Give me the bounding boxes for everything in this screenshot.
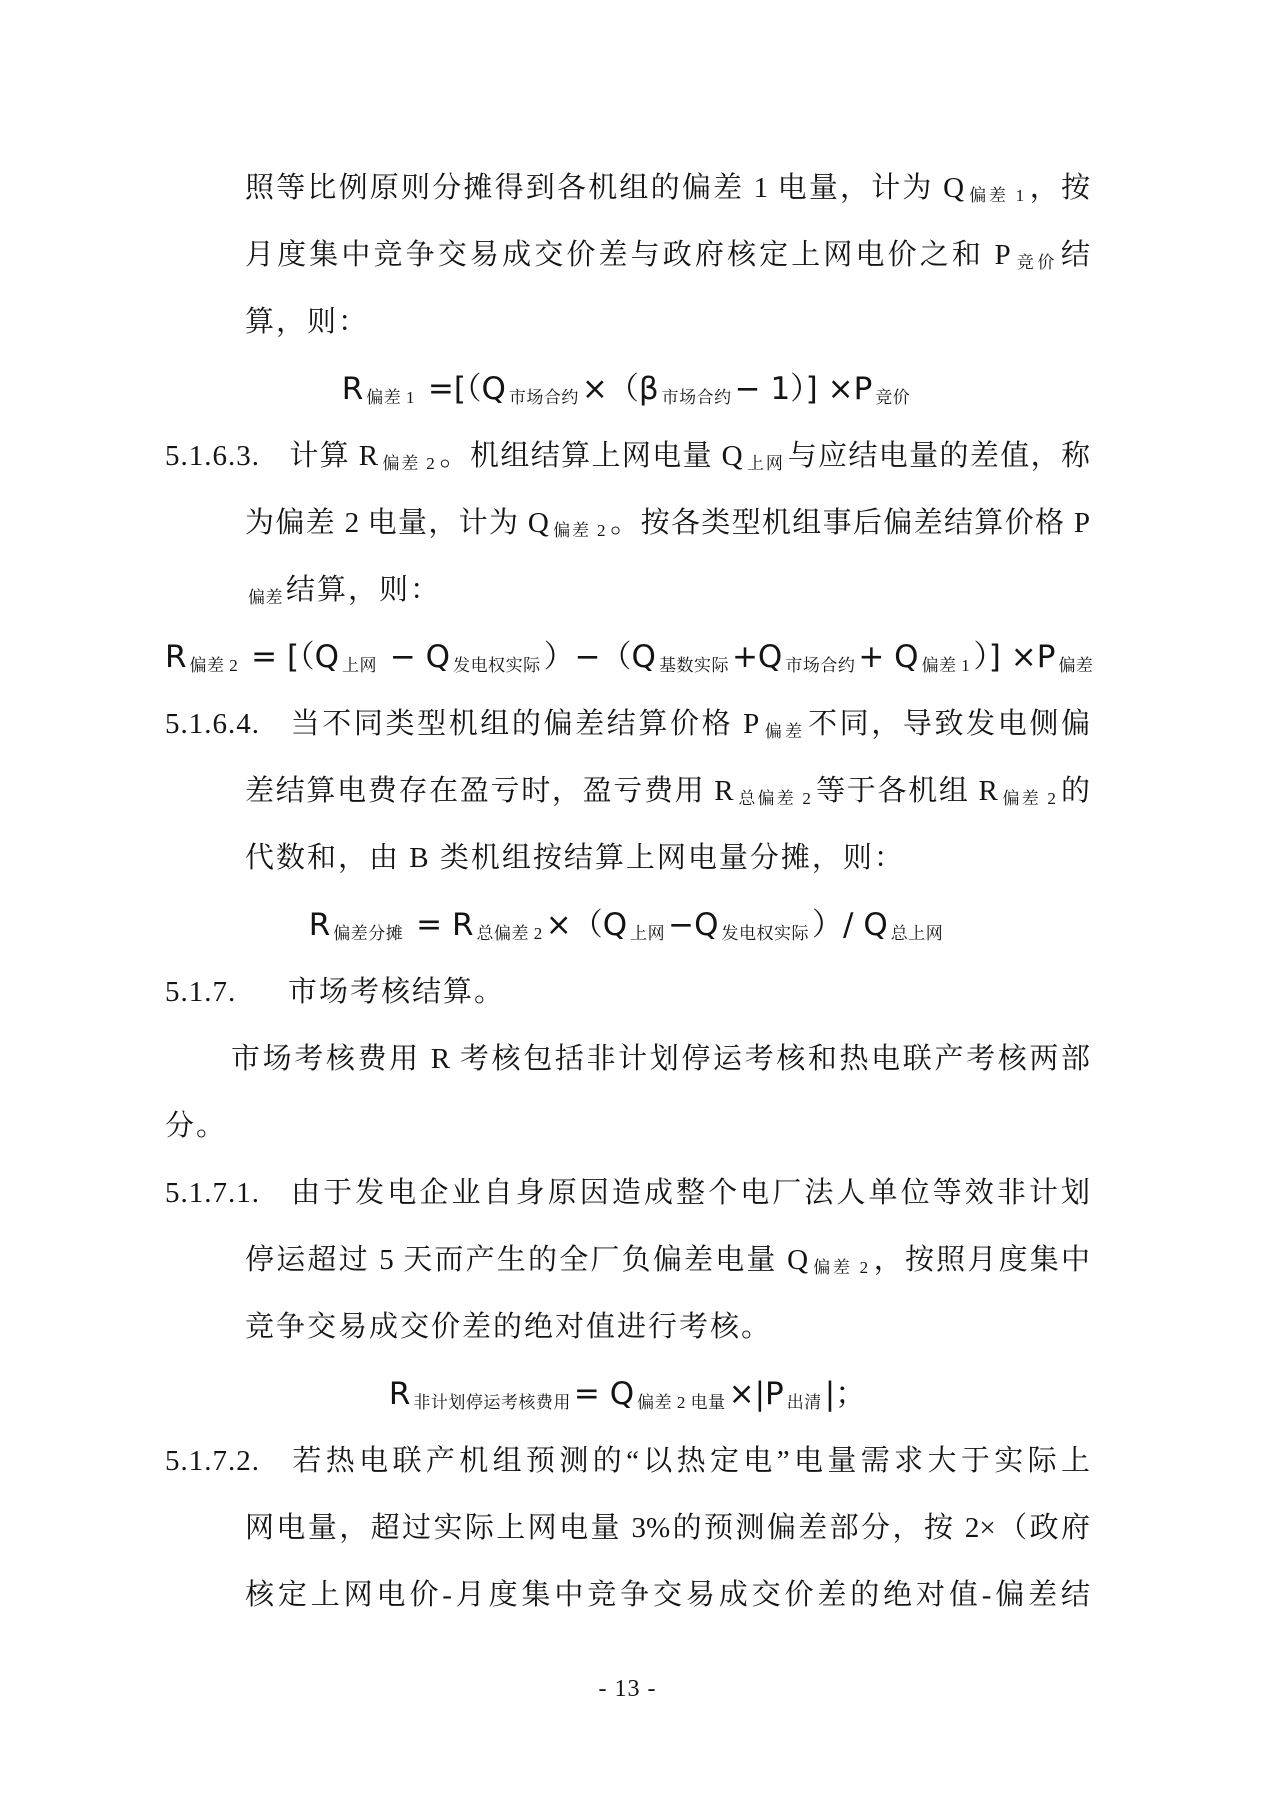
- para-517-line-2: [165, 1093, 1090, 1160]
- text-run: +Q: [731, 639, 783, 675]
- text-run: ）/ Q: [812, 907, 888, 943]
- text-run: 当不同类型机组的偏差结算价格 P: [288, 708, 760, 740]
- section-5171-line-3: [245, 1294, 1090, 1361]
- text-run: = R: [406, 907, 474, 943]
- text-run: 网电量，超过实际上网电量 3%的预测偏差部分，按 2×（政府: [245, 1512, 1090, 1544]
- text-run: 。按各类型机组事后偏差结算价格 P: [608, 507, 1090, 539]
- subscript-run: 偏差 1: [366, 388, 416, 407]
- text-run: 分。: [165, 1110, 228, 1142]
- text-run: ×（Q: [545, 907, 628, 943]
- text-run: 的: [1059, 775, 1091, 807]
- section-5164-line-3: [245, 825, 1090, 892]
- formula-deviation-share: [165, 892, 1090, 959]
- subscript-run: 上网: [630, 924, 666, 943]
- subscript-run: 偏差 1: [921, 656, 971, 675]
- subscript-run: 偏差: [1058, 656, 1094, 675]
- subscript-run: 偏差分摊: [333, 924, 404, 943]
- text-run: 停运超过 5 天而产生的全厂负偏差电量 Q: [245, 1244, 809, 1276]
- text-run: R: [165, 639, 187, 675]
- section-5172-line-3: [245, 1562, 1090, 1629]
- section-517-heading: [165, 959, 1090, 1026]
- text-run: 市场考核结算。: [288, 976, 506, 1008]
- subscript-run: 上网: [341, 656, 377, 675]
- subscript-run: 偏差: [762, 722, 806, 741]
- section-5171-line-1: [165, 1160, 1090, 1227]
- subscript-run: 非计划停运考核费用: [413, 1393, 571, 1412]
- subscript-run: 偏差 2: [811, 1258, 869, 1277]
- text-run: − Q: [379, 639, 451, 675]
- section-5172-line-1: [165, 1428, 1090, 1495]
- section-5163-line-2: [245, 490, 1090, 557]
- subscript-run: 偏差 2: [551, 521, 606, 540]
- text-run: ，按照月度集中: [871, 1244, 1090, 1276]
- subscript-run: 上网: [745, 454, 785, 473]
- subscript-run: 总偏差 2: [736, 789, 812, 808]
- text-run: 算，则：: [245, 306, 370, 338]
- text-run: 与应结电量的差值，称: [787, 440, 1091, 472]
- section-5163-line-3: [245, 557, 1090, 624]
- section-number: 5.1.6.3.: [165, 440, 260, 472]
- document-body: [165, 155, 1094, 1629]
- page-number: - 13 -: [598, 1676, 657, 1702]
- subscript-run: 偏差 2: [381, 454, 436, 473]
- text-run: 计算 R: [288, 440, 379, 472]
- text-run: 核定上网电价-月度集中竞争交易成交价差的绝对值-偏差结: [245, 1579, 1090, 1611]
- text-run: ×|P: [728, 1376, 784, 1412]
- formula-deviation1: [165, 356, 1090, 423]
- section-number: 5.1.6.4.: [165, 708, 260, 740]
- section-5163-line-1: [165, 423, 1090, 490]
- subscript-run: 偏差 1: [967, 186, 1025, 205]
- subscript-run: 偏差 2: [1000, 789, 1057, 808]
- subscript-run: 发电权实际: [453, 656, 541, 675]
- subscript-run: 偏差: [248, 588, 283, 607]
- text-run: −Q: [668, 907, 719, 943]
- text-run: |；: [824, 1376, 867, 1412]
- text-run: − 1）] ×P: [734, 371, 873, 407]
- section-5171-line-2: [245, 1227, 1090, 1294]
- text-run: 照等比例原则分摊得到各机组的偏差 1 电量，计为 Q: [245, 172, 965, 204]
- section-5164-line-1: [165, 691, 1090, 758]
- text-run: 竞争交易成交价差的绝对值进行考核。: [245, 1311, 773, 1343]
- text-run: 差结算电费存在盈亏时，盈亏费用 R: [245, 775, 734, 807]
- formula-unplanned-outage: [165, 1361, 1090, 1428]
- text-run: 市场考核费用 R 考核包括非计划停运考核和热电联产考核两部: [231, 1043, 1090, 1075]
- text-run: 月度集中竞争交易成交价差与政府核定上网电价之和 P: [245, 239, 1011, 271]
- text-run: 代数和，由 B 类机组按结算上网电量分摊，则：: [245, 842, 905, 874]
- subscript-run: 市场合约: [508, 388, 579, 407]
- subscript-run: 总偏差 2: [476, 924, 543, 943]
- text-run: 。机组结算上网电量 Q: [438, 440, 743, 472]
- text-run: ）−（Q: [543, 639, 656, 675]
- text-run: + Q: [858, 639, 919, 675]
- text-run: 等于各机组 R: [814, 775, 998, 807]
- subscript-run: 发电权实际: [721, 924, 810, 943]
- text-run: 由于发电企业自身原因造成整个电厂法人单位等效非计划: [288, 1177, 1090, 1209]
- text-run: = [（Q: [241, 639, 339, 675]
- text-run: R: [388, 1376, 411, 1412]
- text-run: 不同，导致发电侧偏: [808, 708, 1090, 740]
- text-run: 为偏差 2 电量，计为 Q: [245, 507, 549, 539]
- para-continuation-line-3: [245, 289, 1090, 356]
- subscript-run: 基数实际: [658, 656, 729, 675]
- subscript-run: 偏差 2: [189, 656, 239, 675]
- text-run: = Q: [573, 1376, 635, 1412]
- text-run: ）] ×P: [973, 639, 1056, 675]
- subscript-run: 总上网: [890, 924, 944, 943]
- para-517-line-1: [165, 1026, 1090, 1093]
- para-continuation-line-1: [245, 155, 1090, 222]
- text-run: R: [308, 907, 331, 943]
- subscript-run: 出清: [786, 1393, 822, 1412]
- subscript-run: 偏差 2 电量: [637, 1393, 726, 1412]
- text-run: 结算，则：: [286, 574, 442, 606]
- subscript-run: 市场合约: [785, 656, 856, 675]
- text-run: R: [341, 371, 364, 407]
- text-run: 若热电联产机组预测的“以热定电”电量需求大于实际上: [288, 1445, 1090, 1477]
- text-run: 结: [1060, 239, 1090, 271]
- text-run: ，按: [1027, 172, 1090, 204]
- section-number: 5.1.7.: [165, 976, 237, 1008]
- text-run: ×（β: [581, 371, 659, 407]
- subscript-run: 竞价: [1013, 253, 1058, 272]
- subscript-run: 竞价: [875, 388, 911, 407]
- section-5164-line-2: [245, 758, 1090, 825]
- text-run: =[（Q: [418, 371, 506, 407]
- subscript-run: 市场合约: [661, 388, 732, 407]
- para-continuation-line-2: [245, 222, 1090, 289]
- formula-deviation2: [165, 624, 1094, 691]
- section-number: 5.1.7.1.: [165, 1177, 260, 1209]
- section-5172-line-2: [245, 1495, 1090, 1562]
- section-number: 5.1.7.2.: [165, 1445, 260, 1477]
